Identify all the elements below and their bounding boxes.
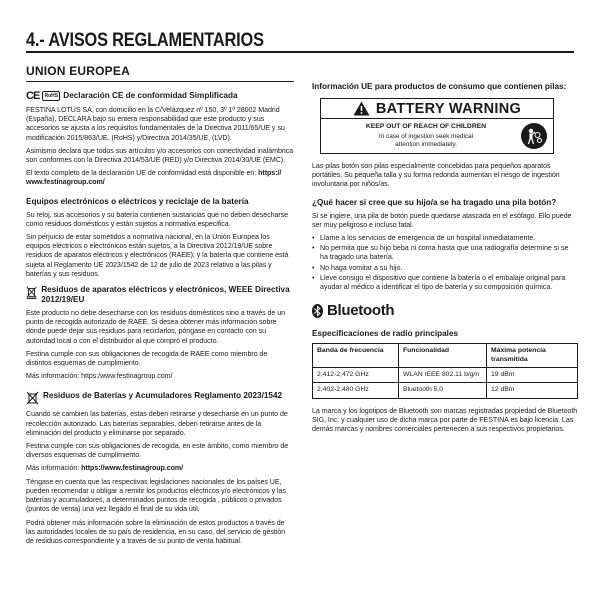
list-item: • No permita que su hijo beba ni coma hasta que una radiografía determine si se ha tragado una batería. <box>312 244 578 262</box>
weee-heading <box>26 285 294 305</box>
decl-p3-text: El texto completo de la declaración UE de conformidad está disponible en: <box>26 169 259 178</box>
warning-line-2: attention immediately. <box>395 141 457 148</box>
decl-paragraph-1: FESTINA LOTUS SA, con domicilio en la C/Velázquez nº 150, 3º 1ª 28002 Madrid (España), DECLARA bajo su entera responsabilidad que este producto y sus accesorios se ajusta a los requisitos fundamentales de la Directiva 2011/65/UE y su modificación 2015/863/UE. (RoHS) y/Directiva 2014/35/UE, (LVD). <box>26 106 285 142</box>
weee-paragraph-3: Más información: https:/www.festinagroup.com/ <box>26 372 173 381</box>
list-item: • No haga vomitar a su hijo. <box>312 264 578 273</box>
table-cell: Bluetooth 5.0 <box>399 383 487 398</box>
battery-paragraph-5: Podrá obtener más información sobre la eliminación de estos productos a través de las autoridades locales de su país de residencia, en su caso, del servicio de gestión de residuos correspondiente y a través de su punto de venta habitual. <box>26 518 286 545</box>
question-paragraph: Si se ingiere, una pila de botón puede quedarse atascada en el esófago. Ello puede ser muy peligroso e incluso fatal. <box>312 211 572 229</box>
advice-list <box>312 234 578 292</box>
decl-heading <box>26 90 294 102</box>
battery-heading <box>26 391 294 406</box>
warning-keep-out: KEEP OUT OF REACH OF CHILDREN <box>365 123 487 130</box>
coin-paragraph: Las pilas botón son pilas especialmente concebidas para pequeños aparatos portátiles. Su pequeña talla y su forma redonda aumentan el riesgo de ingestión involuntaria por niños/as. <box>312 162 560 189</box>
warning-header <box>321 99 553 119</box>
ce-mark-icon: CE <box>26 90 40 102</box>
battery-paragraph-1: Cuando se cambien las baterías, estas deben retirarse y desecharse en un punto de recolección autorizado. Las baterías separables, deben retirarse antes de la eliminación del producto y eliminarse por separado. <box>26 410 288 437</box>
bluetooth-wordmark: Bluetooth <box>327 302 395 320</box>
table-row <box>313 368 578 383</box>
right-column <box>312 82 578 438</box>
warning-body <box>321 119 553 153</box>
battery-paragraph-3 <box>26 464 294 473</box>
weee-title: Residuos de aparatos eléctricos y electrónicos, WEEE Directiva 2012/19/EU <box>41 285 290 305</box>
crossed-bin-icon <box>26 391 39 406</box>
section-title-eu: UNION EUROPEA <box>26 64 294 82</box>
trademark-paragraph: La marca y los logotipos de Bluetooth son marcas registradas propiedad de Bluetooth SIG, Inc. y cualquier uso de dicha marca por parte de FESTINA es bajo licencia. Las demás marcas y nombres comerciales pertenecen a sus respectivos propietarios. <box>312 406 578 434</box>
rohs-mark-icon: RoHS <box>42 91 60 101</box>
equip-title: Equipos electrónicos o eléctricos y reciclaje de la batería <box>26 196 249 206</box>
decl-paragraph-2: Asimismo declara que todos sus artículos y/o accesorios con conectividad inalámbrica son conformes con la Directiva 2014/53/UE (RED) y/o Directiva 2014/30/UE (EMC). <box>26 146 294 165</box>
battery-p3-text: Más información: <box>26 464 82 473</box>
question-title: ¿Qué hacer si cree que su hijo/a se ha tragado una pila botón? <box>312 197 557 207</box>
battery-paragraph-2: Festina cumple con sus obligaciones de recogida, en este ámbito, como miembro de diversos esquemas de cumplimiento. <box>26 442 289 460</box>
equip-paragraph-1: Su reloj, sus accesorios y su batería contienen sustancias que no deben desecharse como residuos domésticos y están sujetos a normativa especifica. <box>26 210 289 228</box>
bluetooth-icon <box>312 304 323 318</box>
list-item: • Lleve consigo el dispositivo que contiene la batería o el embalaje original para ayudar al médico a identificar el tipo de batería y su composición química. <box>312 274 578 292</box>
battery-warning-box <box>320 98 554 154</box>
table-cell: WLAN IEEE 802.11 b/g/n <box>399 368 487 383</box>
table-header: Banda de frecuencia <box>313 344 399 368</box>
warning-triangle-icon <box>353 101 370 116</box>
table-cell: 2,412-2,472 GHz <box>313 368 399 383</box>
decl-link[interactable]: https:// www.festinagroup.com/ <box>26 169 282 187</box>
battery-title: Residuos de Baterías y Acumuladores Reglamento 2023/1542 <box>43 391 283 401</box>
table-cell: 12 dBm <box>487 383 578 398</box>
crossed-bin-icon <box>26 285 37 300</box>
page-title: 4.- AVISOS REGLAMENTARIOS <box>26 30 264 51</box>
table-header-row <box>313 344 578 368</box>
battery-paragraph-4: Téngase en cuenta que las respectivas legislaciones nacionales de los países UE, pueden recomendar u obligar a remitir los productos eléctricos y/o electrónicos y las baterías y acumuladores, a determinados puntos de recogida , públicos o privados (puntos de venta) una vez llegado el final de su vida útil. <box>26 477 286 514</box>
title-rule <box>26 51 574 53</box>
table-cell: 2,402-2,480 GHz <box>313 383 399 398</box>
weee-paragraph-1: Este producto no debe desecharse con los residuos domésticos sino a través de un punto de recogida autorizado de RAEE. Si desea obtener más información sobre dónde puede dejar sus residuos para reciclarlos, póngase en contacto con su autoridad local o con el distribuidor al que compró el producto. <box>26 309 286 345</box>
decl-paragraph-3 <box>26 169 294 187</box>
bluetooth-logo <box>312 302 578 319</box>
warning-heading: BATTERY WARNING <box>375 100 522 117</box>
child-battery-icon <box>521 123 547 149</box>
warning-line-1: In case of ingestion seek medical <box>378 133 474 140</box>
left-column <box>26 64 294 550</box>
radio-title: Especificaciones de radio principales <box>312 329 459 339</box>
warning-text <box>331 123 521 149</box>
battery-link[interactable]: https://www.festinagroup.com/ <box>81 464 184 473</box>
equip-paragraph-2: Sin perjuicio de estar sometidos a normativa nacional, en la Unión Europea los equipos eléctricos o electrónicos están sujetos, a la Directiva 2012/19/UE sobre residuos de aparatos eléctricos y electrónicos (RAEE); y la batería que contiene está sujeta al Reglamento UE 2023/1542 de 12 de julio de 2023 relativo a las pilas y baterías y sus residuos. <box>26 233 289 278</box>
list-item: • Llame a los servicios de emergencia de un hospital inmediatamente. <box>312 234 578 243</box>
table-cell: 19 dBm <box>487 368 578 383</box>
decl-title: Declaración CE de conformidad Simplificada <box>63 91 238 100</box>
radio-table <box>312 343 578 399</box>
table-header: Máxima potencia transmitida <box>487 344 578 368</box>
weee-paragraph-2: Festina cumple con sus obligaciones de recogida de RAEE como miembro de distintos esquemas de cumplimiento. <box>26 349 268 368</box>
table-row <box>313 383 578 398</box>
info-title: Información UE para productos de consumo que contienen pilas: <box>312 82 567 91</box>
table-header: Funcionalidad <box>399 344 487 368</box>
